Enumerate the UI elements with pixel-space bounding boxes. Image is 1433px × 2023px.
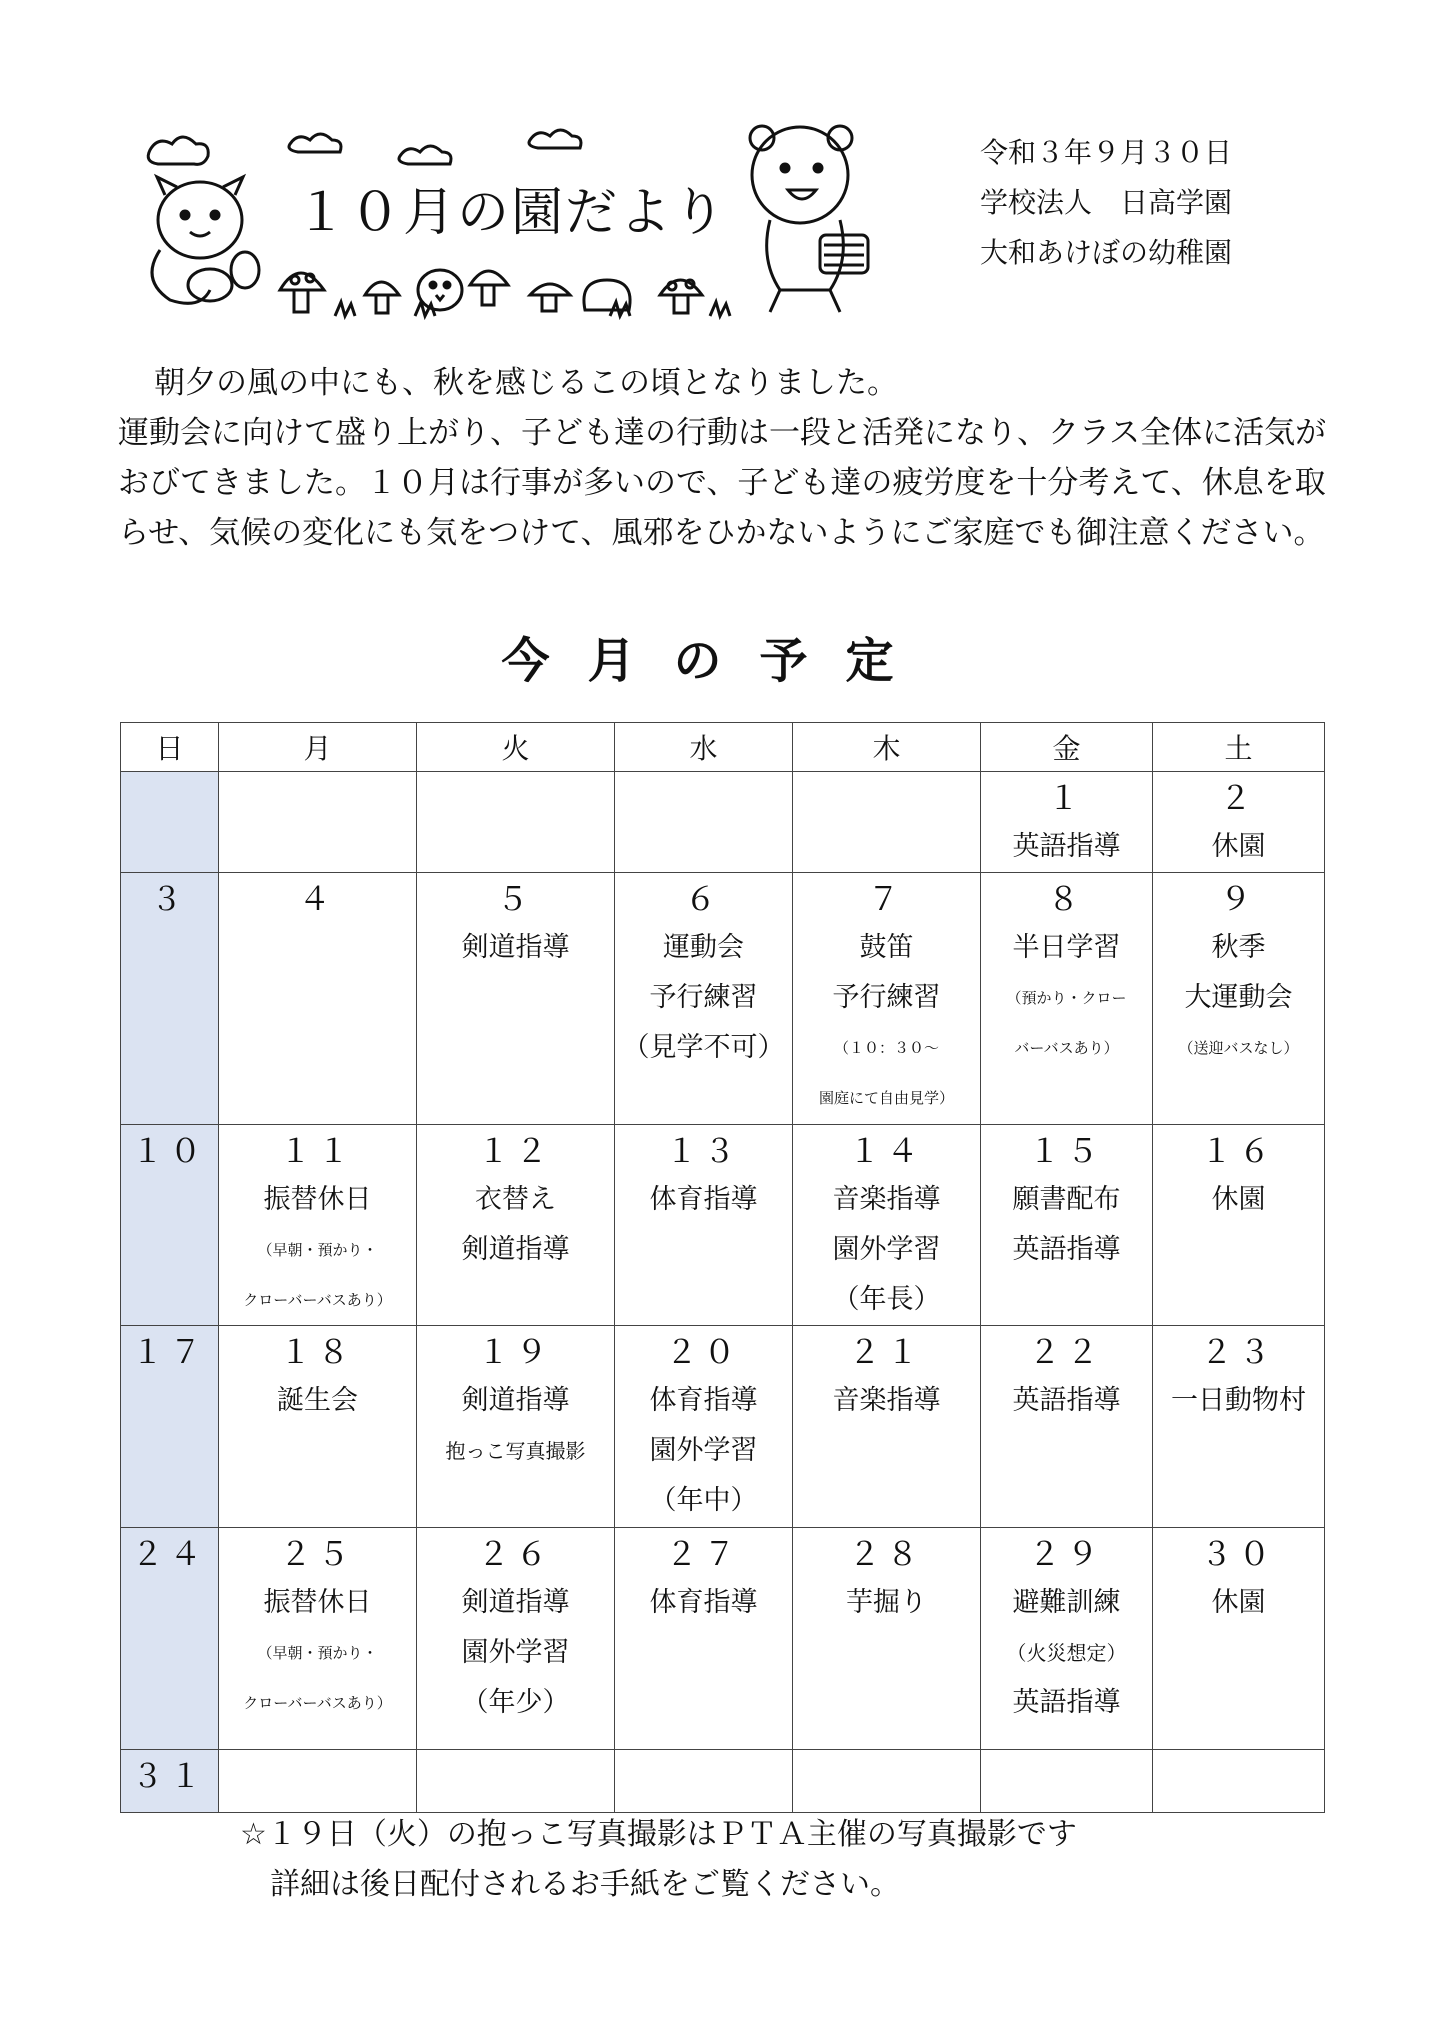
calendar-day-cell (1153, 772, 1325, 873)
weekday-header: 金 (981, 723, 1153, 772)
calendar-day-cell (219, 873, 417, 1125)
day-number: １５ (1028, 1132, 1105, 1170)
calendar-event: 園外学習 (461, 1637, 570, 1668)
calendar-day-cell (793, 1750, 981, 1813)
calendar-event: 園外学習 (832, 1234, 941, 1265)
calendar-event: 芋掘り (846, 1587, 927, 1618)
calendar-week-row (121, 1750, 1325, 1813)
calendar-day-cell (121, 772, 219, 873)
calendar-event: 体育指導 (649, 1385, 758, 1416)
calendar-event: 園庭にて自由見学） (818, 1089, 954, 1107)
grass-icon (335, 302, 355, 316)
day-number: ６ (684, 880, 723, 918)
day-number: ２０ (665, 1333, 742, 1371)
calendar-day-cell (219, 1125, 417, 1326)
calendar-day-cell (793, 1125, 981, 1326)
calendar-event: （火災想定） (1006, 1641, 1127, 1665)
day-number: ２３ (1200, 1333, 1277, 1371)
calendar-day-cell (219, 1750, 417, 1813)
day-number: ３１ (131, 1757, 208, 1795)
cloud-icon (289, 134, 341, 152)
intro-text (118, 358, 1328, 558)
weekday-header: 水 (615, 723, 793, 772)
bear-icon (750, 126, 868, 312)
calendar-event: 振替休日 (263, 1184, 372, 1215)
calendar-event: （早朝・預かり・ (257, 1644, 378, 1662)
day-number: １３ (665, 1132, 742, 1170)
cloud-icon (529, 130, 581, 148)
day-number: ２９ (1028, 1535, 1105, 1573)
day-number: ２４ (131, 1535, 208, 1573)
calendar-day-cell (1153, 1528, 1325, 1750)
intro-paragraph-1: 朝夕の風の中にも、秋を感じるこの頃となりました。 (154, 365, 898, 401)
monthly-calendar (120, 722, 1325, 1813)
calendar-event: バーバスあり） (1014, 1039, 1119, 1057)
calendar-event: 園外学習 (649, 1435, 758, 1466)
weekday-header: 土 (1153, 723, 1325, 772)
intro-paragraph-2: 運動会に向けて盛り上がり、子ども達の行動は一段と活発になり、クラス全体に活気がおびてきました。１０月は行事が多いので、子ども達の疲労度を十分考えて、休息を取らせ、気候の変化にも気をつけて、風邪をひかないようにご家庭でも御注意ください。 (118, 415, 1327, 551)
calendar-event: （送迎バスなし） (1178, 1039, 1299, 1057)
calendar-event: 体育指導 (649, 1587, 758, 1618)
calendar-day-cell (793, 1326, 981, 1528)
mushroom-icon (660, 280, 702, 313)
mushroom-icon (530, 284, 570, 311)
calendar-week-row (121, 873, 1325, 1125)
calendar-day-cell (981, 1750, 1153, 1813)
calendar-day-cell (793, 1528, 981, 1750)
day-number: ７ (867, 880, 906, 918)
calendar-event: 休園 (1211, 1184, 1266, 1215)
calendar-day-cell (1153, 873, 1325, 1125)
mushroom-icon (365, 282, 399, 313)
calendar-day-cell (121, 1528, 219, 1750)
calendar-day-cell (615, 772, 793, 873)
calendar-day-cell (121, 1125, 219, 1326)
day-number: １０ (131, 1132, 208, 1170)
weekday-header: 月 (219, 723, 417, 772)
calendar-event: （年少） (461, 1687, 570, 1718)
calendar-event: 剣道指導 (461, 1385, 570, 1416)
day-number: ８ (1047, 880, 1086, 918)
day-number: ４ (298, 880, 337, 918)
school-name: 大和あけぼの幼稚園 (980, 236, 1233, 269)
note-line-2: 詳細は後日配付されるお手紙をご覧ください。 (270, 1867, 900, 1902)
day-number: １１ (279, 1132, 356, 1170)
calendar-day-cell (1153, 1125, 1325, 1326)
day-number: １６ (1200, 1132, 1277, 1170)
calendar-day-cell (219, 1528, 417, 1750)
calendar-event: 鼓笛 (859, 932, 914, 963)
day-number: １４ (848, 1132, 925, 1170)
calendar-day-cell (981, 772, 1153, 873)
issue-date: 令和３年９月３０日 (980, 136, 1233, 169)
calendar-day-cell (615, 1326, 793, 1528)
calendar-day-cell (1153, 1326, 1325, 1528)
calendar-day-cell (615, 873, 793, 1125)
mushroom-icon (470, 271, 508, 305)
calendar-day-cell (793, 873, 981, 1125)
mushroom-icon (280, 273, 324, 312)
calendar-event: クローバーバスあり） (243, 1291, 392, 1309)
cloud-icon (399, 146, 451, 164)
day-number: ２２ (1028, 1333, 1105, 1371)
calendar-event: 衣替え (475, 1184, 556, 1215)
calendar-event: 音楽指導 (832, 1385, 941, 1416)
day-number: ３０ (1200, 1535, 1277, 1573)
calendar-event: 英語指導 (1012, 1687, 1121, 1718)
calendar-week-row (121, 1528, 1325, 1750)
section-title: 今月の予定 (501, 633, 932, 689)
calendar-day-cell (1153, 1750, 1325, 1813)
calendar-event: 音楽指導 (832, 1184, 941, 1215)
note-line-1: ☆１９日（火）の抱っこ写真撮影はＰＴＡ主催の写真撮影です (240, 1817, 1077, 1852)
calendar-event: 予行練習 (649, 982, 758, 1013)
calendar-event: （早朝・預かり・ (257, 1241, 378, 1259)
day-number: ２１ (848, 1333, 925, 1371)
calendar-event: 振替休日 (263, 1587, 372, 1618)
calendar-event: （１０：３０～ (833, 1039, 939, 1057)
calendar-event: 英語指導 (1012, 1234, 1121, 1265)
weekday-header: 日 (121, 723, 219, 772)
calendar-day-cell (615, 1750, 793, 1813)
day-number: ２７ (665, 1535, 742, 1573)
calendar-event: 剣道指導 (461, 1587, 570, 1618)
chestnut-icon (584, 280, 630, 310)
calendar-event: 英語指導 (1012, 1385, 1121, 1416)
calendar-event: 避難訓練 (1012, 1587, 1121, 1618)
day-number: ２６ (477, 1535, 554, 1573)
calendar-event: 運動会 (663, 932, 744, 963)
school-corporation: 学校法人 日高学園 (980, 186, 1233, 219)
calendar-event: 一日動物村 (1171, 1385, 1306, 1416)
calendar-event: 体育指導 (649, 1184, 758, 1215)
calendar-event: 剣道指導 (461, 932, 570, 963)
calendar-day-cell (121, 873, 219, 1125)
calendar-day-cell (219, 772, 417, 873)
day-number: ２５ (279, 1535, 356, 1573)
calendar-day-cell (981, 1125, 1153, 1326)
grass-icon (710, 302, 730, 316)
calendar-event: 誕生会 (277, 1385, 358, 1416)
day-number: ５ (496, 880, 535, 918)
squirrel-icon (152, 177, 259, 303)
calendar-day-cell (417, 1528, 615, 1750)
calendar-event: （年長） (832, 1284, 941, 1315)
calendar-event: 半日学習 (1012, 932, 1121, 963)
day-number: １８ (279, 1333, 356, 1371)
calendar-week-row (121, 772, 1325, 873)
calendar-day-cell (417, 873, 615, 1125)
calendar-day-cell (121, 1750, 219, 1813)
calendar-event: 英語指導 (1012, 831, 1121, 862)
calendar-event: 休園 (1211, 831, 1266, 862)
calendar-event: （年中） (649, 1485, 758, 1516)
calendar-event: （見学不可） (622, 1032, 785, 1063)
day-number: １２ (477, 1132, 554, 1170)
day-number: １７ (131, 1333, 208, 1371)
calendar-event: 抱っこ写真撮影 (445, 1439, 586, 1463)
day-number: １９ (477, 1333, 554, 1371)
newsletter-title: １０月の園だより (295, 183, 728, 243)
calendar-week-row (121, 1326, 1325, 1528)
calendar-day-cell (981, 1528, 1153, 1750)
calendar-day-cell (417, 1125, 615, 1326)
cloud-icon (148, 137, 208, 164)
header-meta (980, 128, 1232, 278)
calendar-event: 秋季 (1211, 932, 1266, 963)
calendar-event: 休園 (1211, 1587, 1266, 1618)
calendar-event: クローバーバスあり） (243, 1694, 392, 1712)
day-number: ３ (150, 880, 189, 918)
calendar-day-cell (615, 1528, 793, 1750)
calendar-day-cell (981, 873, 1153, 1125)
day-number: ２８ (848, 1535, 925, 1573)
calendar-event: 剣道指導 (461, 1234, 570, 1265)
calendar-event: 願書配布 (1012, 1184, 1121, 1215)
calendar-day-cell (981, 1326, 1153, 1528)
calendar-day-cell (615, 1125, 793, 1326)
weekday-header: 火 (417, 723, 615, 772)
calendar-day-cell (121, 1326, 219, 1528)
weekday-header-row (121, 723, 1325, 772)
calendar-week-row (121, 1125, 1325, 1326)
calendar-day-cell (793, 772, 981, 873)
calendar-day-cell (417, 772, 615, 873)
day-number: １ (1047, 779, 1086, 817)
weekday-header: 木 (793, 723, 981, 772)
calendar-day-cell (417, 1326, 615, 1528)
calendar-event: 大運動会 (1184, 982, 1293, 1013)
footer-note (240, 1810, 1077, 1910)
calendar-day-cell (417, 1750, 615, 1813)
calendar-event: （預かり・クロー (1006, 989, 1127, 1007)
calendar-event: 予行練習 (832, 982, 941, 1013)
day-number: ９ (1219, 880, 1258, 918)
day-number: ２ (1219, 779, 1258, 817)
calendar-day-cell (219, 1326, 417, 1528)
chick-icon (418, 270, 462, 310)
